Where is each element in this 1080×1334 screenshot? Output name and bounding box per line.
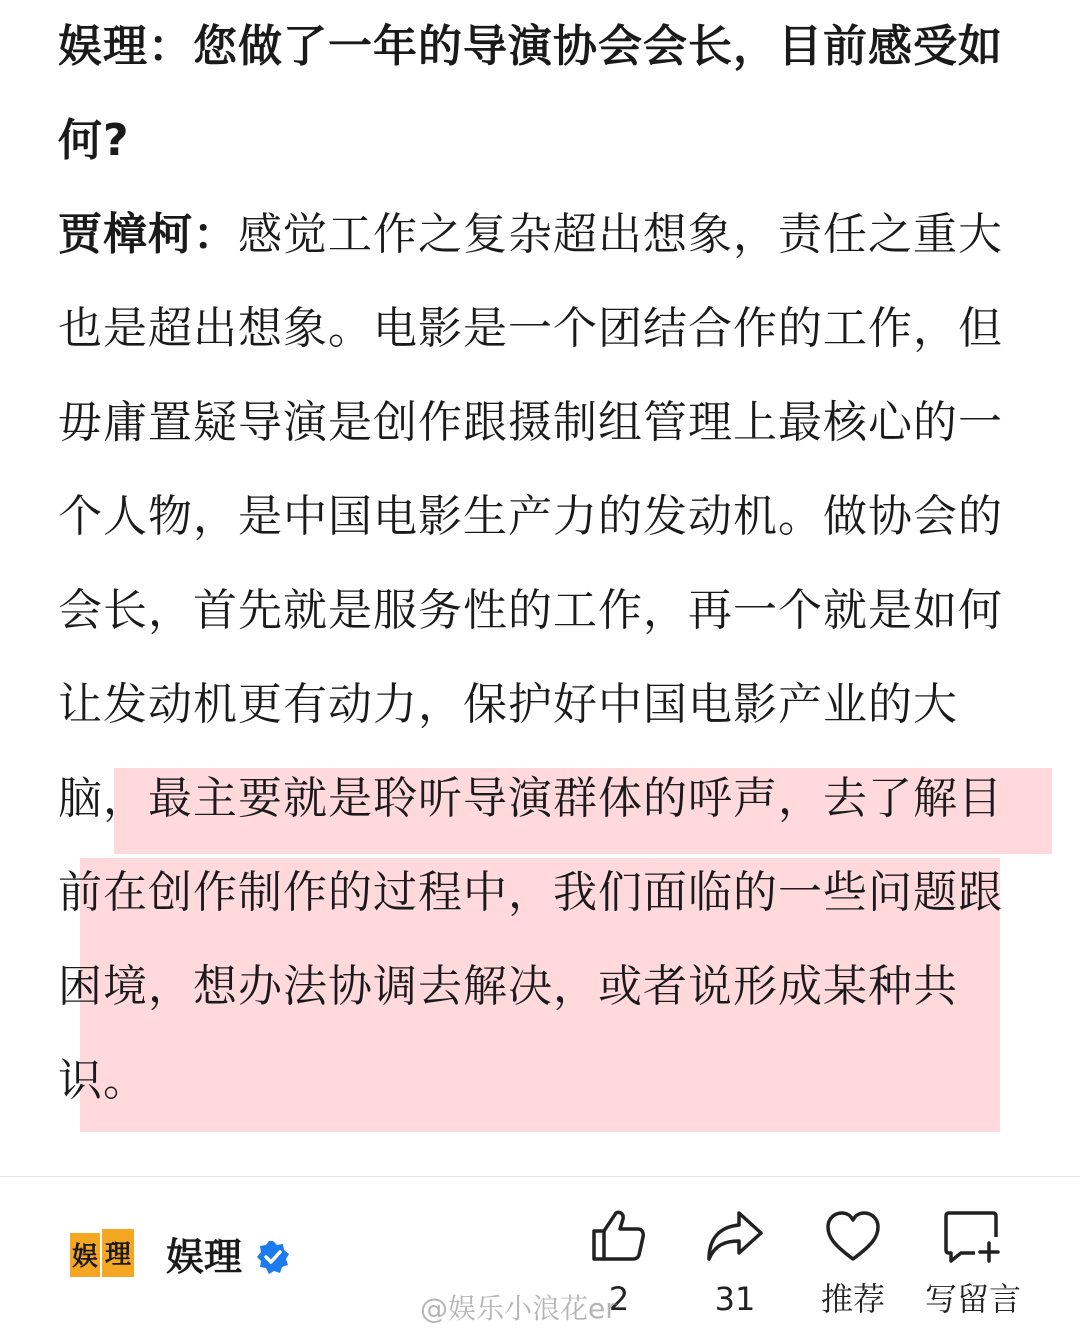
answer-line: 前在创作制作的过程中，我们面临的一些问题跟	[58, 867, 1003, 918]
logo-char: 理	[104, 1240, 132, 1270]
comment-button[interactable]	[918, 1207, 1028, 1319]
comment-label: 写留言	[924, 1280, 1021, 1318]
answer-text: 感觉工作之复杂超出想象，责任之重大	[238, 209, 1003, 260]
article-footer	[0, 1177, 1080, 1334]
comment-add-icon	[943, 1207, 1003, 1265]
account-logo[interactable]	[70, 1229, 134, 1281]
watermark: @娱乐小浪花er	[420, 1292, 617, 1325]
heart-icon	[824, 1207, 882, 1265]
thumbs-up-icon	[590, 1207, 648, 1265]
share-count: 31	[714, 1280, 756, 1318]
answer-line: 也是超出想象。电影是一个团结合作的工作，但	[58, 303, 1003, 354]
like-count: 2	[608, 1280, 630, 1318]
author-name[interactable]: 娱理	[166, 1235, 243, 1279]
question-line: 何?	[58, 115, 130, 166]
answer-line: 脑，最主要就是聆听导演群体的呼声，去了解目	[58, 773, 1003, 824]
answer-line: 个人物，是中国电影生产力的发动机。做协会的	[58, 491, 1003, 542]
share-icon	[705, 1207, 765, 1265]
answer-line: 毋庸置疑导演是创作跟摄制组管理上最核心的一	[58, 397, 1003, 448]
logo-char: 娱	[71, 1242, 99, 1272]
recommend-button[interactable]	[798, 1207, 908, 1319]
answer-line: 困境，想办法协调去解决，或者说形成某种共	[58, 961, 958, 1012]
recommend-label: 推荐	[820, 1280, 885, 1318]
answer-line: 让发动机更有动力，保护好中国电影产业的大	[58, 679, 958, 730]
answer-line: 会长，首先就是服务性的工作，再一个就是如何	[58, 585, 1003, 636]
question-line: 娱理：您做了一年的导演协会会长，目前感受如	[58, 21, 1003, 72]
answer-line: 识。	[58, 1055, 148, 1106]
share-button[interactable]	[680, 1207, 790, 1319]
verified-badge-icon	[256, 1240, 290, 1274]
speaker-label: 贾樟柯：	[58, 209, 238, 260]
answer-first-line	[58, 188, 1003, 282]
